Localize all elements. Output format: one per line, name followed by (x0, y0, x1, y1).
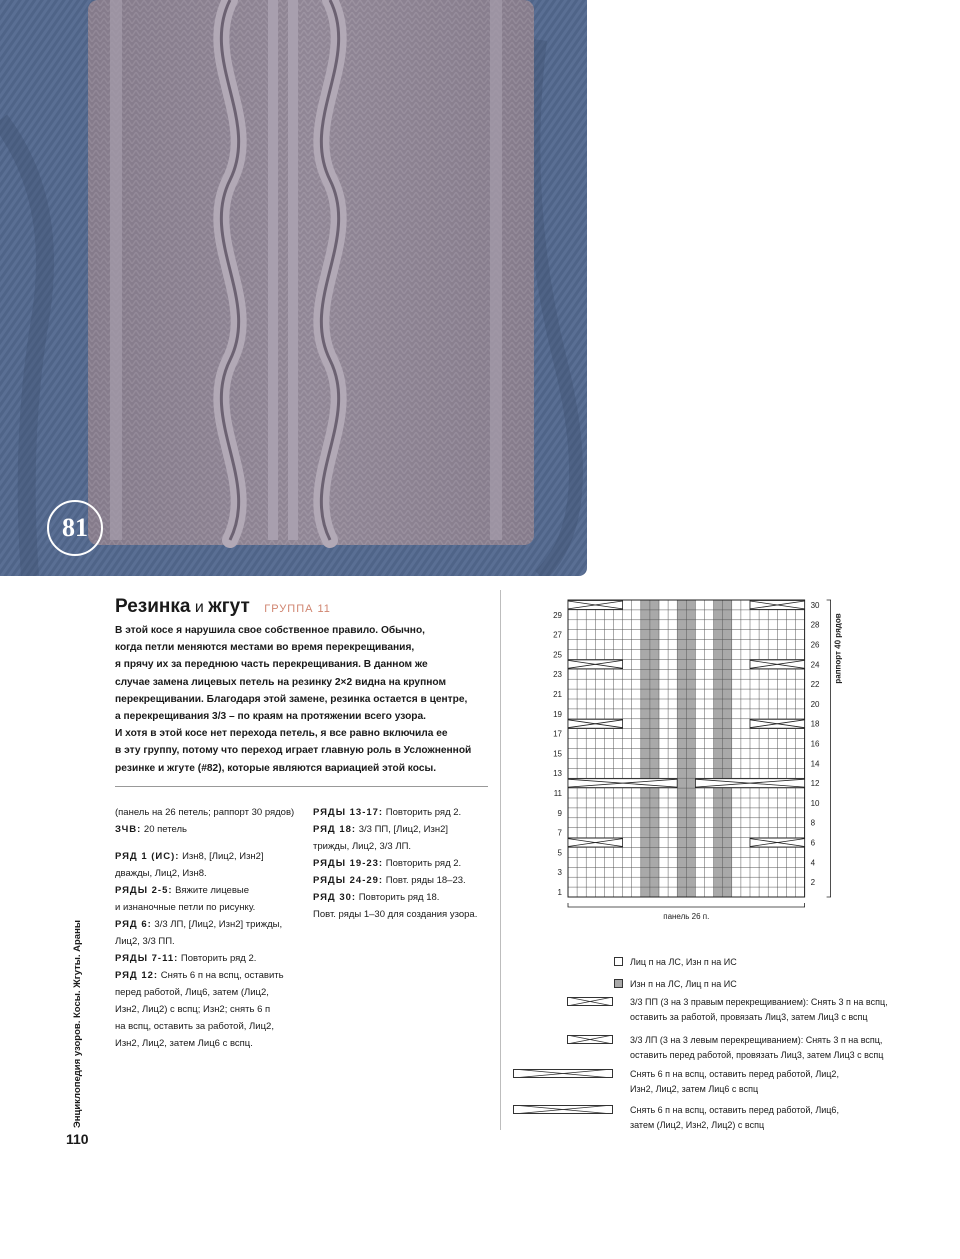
row-label-left: 11 (553, 789, 562, 798)
row-text: на вспц, оставить за работой, Лиц2, (115, 1021, 274, 1032)
row-label-right: 18 (810, 719, 820, 729)
row-label-left: 17 (553, 729, 562, 739)
title-connector: и (194, 599, 204, 616)
cast-on-value: 20 петель (141, 824, 187, 835)
row-text: Изн2, Лиц2) с вспц; Изн2; снять 6 п (115, 1004, 271, 1015)
row-instruction (115, 882, 294, 899)
row-label-right: 4 (810, 858, 816, 868)
row-text: перед работой, Лиц6, затем (Лиц2, (115, 987, 269, 998)
intro-line: когда петли меняются местами во время перекрещивания, (115, 642, 415, 654)
row-label: РЯД 6: (115, 919, 152, 930)
row-text: Снять 6 п на вспц, оставить (158, 970, 284, 981)
row-instruction (115, 950, 294, 967)
legend-line: оставить за работой, провязать Лиц3, затем Лиц3 с вспц (630, 1012, 868, 1022)
cast-on-line (115, 821, 294, 838)
row-label-right: 22 (810, 680, 820, 690)
title-secondary: жгут (208, 596, 250, 617)
row-text: Повторить ряд 18. (356, 892, 440, 903)
legend-line: оставить перед работой, провязать Лиц3, затем Лиц3 с вспц (630, 1050, 884, 1060)
legend-text (630, 1067, 839, 1097)
legend-line: Изн п на ЛС, Лиц п на ИС (630, 979, 737, 989)
row-label-left: 23 (553, 670, 562, 680)
intro-line: в эту группу, потому что переход играет главную роль в Усложненной (115, 745, 472, 757)
row-label-right: 28 (810, 620, 820, 630)
swatch-photo (0, 0, 587, 576)
row-label-left: 7 (557, 828, 562, 838)
repeat-footer: Повт. ряды 1–30 для создания узора. (313, 909, 478, 920)
legend-symbol-cable-lc (567, 1035, 613, 1044)
legend-text (630, 995, 888, 1025)
repeat-label: раппорт 40 рядов (833, 613, 843, 684)
row-label-left: 29 (553, 610, 562, 620)
row-label-left: 27 (553, 630, 562, 640)
legend-symbol-knit (614, 957, 623, 966)
page-number: 110 (66, 1131, 89, 1147)
row-text: Изн8, [Лиц2, Изн2] (179, 851, 264, 862)
title-main: Резинка (115, 596, 191, 617)
running-head-text: Энциклопедия узоров. Косы. Жгуты. Араны (72, 920, 83, 1128)
intro-line: И хотя в этой косе нет перехода петель, я все равно включила ее (115, 728, 448, 740)
intro-line: а перекрещивания 3/3 – по краям на протяжении всего узора. (115, 711, 427, 723)
row-instruction (313, 804, 477, 821)
row-label: РЯДЫ 2-5: (115, 885, 173, 896)
swatch-illustration (0, 0, 587, 576)
row-label-right: 20 (810, 699, 820, 709)
legend-line: 3/3 ПП (3 на 3 правым перекрещиванием): Снять 3 п на вспц, (630, 997, 888, 1007)
row-instruction (313, 821, 477, 838)
row-label-right: 10 (810, 798, 820, 808)
pattern-number-badge: 81 (47, 500, 103, 556)
row-instruction (115, 848, 294, 865)
row-text: дважды, Лиц2, Изн8. (115, 868, 207, 879)
row-text: и изнаночные петли по рисунку. (115, 902, 256, 913)
row-label-left: 1 (557, 888, 562, 897)
knitting-chart (520, 590, 940, 930)
row-instruction (313, 889, 477, 906)
legend-symbol-purl (614, 979, 623, 988)
row-label-right: 26 (810, 640, 820, 650)
row-label-right: 2 (810, 878, 816, 888)
row-label-left: 9 (557, 808, 562, 818)
intro-line: перекрещивании. Благодаря этой замене, резинка остается в центре, (115, 693, 468, 705)
legend-line: затем (Лиц2, Изн2, Лиц2) с вспц (630, 1120, 765, 1130)
row-label-right: 24 (810, 660, 820, 670)
row-instruction (115, 967, 294, 984)
group-label: ГРУППА 11 (264, 603, 331, 615)
legend-text (630, 1033, 883, 1063)
row-label: РЯД 12: (115, 970, 159, 981)
row-label-left: 5 (557, 848, 562, 858)
row-label: РЯД 1 (ИС): (115, 851, 180, 862)
legend-line: Лиц п на ЛС, Изн п на ИС (630, 957, 737, 967)
row-text: Повт. ряды 18–23. (383, 875, 466, 886)
intro-line: В этой косе я нарушила свое собственное правило. Обычно, (115, 625, 425, 636)
row-label-left: 25 (553, 650, 562, 660)
instructions-right (313, 804, 477, 923)
intro-line: резинке и жгуте (#82), которые являются вариацией этой косы. (115, 762, 437, 774)
intro-paragraph (115, 622, 495, 777)
row-text: трижды, Лиц2, 3/3 ЛП. (313, 841, 412, 852)
row-label-right: 8 (810, 818, 816, 828)
repeat-bracket (827, 600, 831, 897)
row-text: Лиц2, 3/3 ПП. (115, 936, 175, 947)
row-label-right: 30 (810, 600, 820, 610)
legend-line: Снять 6 п на вспц, оставить перед работой, Лиц2, (630, 1069, 839, 1079)
row-instruction (313, 855, 477, 872)
instructions-left (115, 804, 294, 1052)
legend-symbol-cable-rc (567, 997, 613, 1006)
intro-line: случае замена лицевых петель на резинку 2×2 видна на крупном (115, 676, 447, 688)
row-text: Повторить ряд 2. (383, 807, 462, 818)
legend-text (630, 955, 737, 970)
divider (115, 786, 488, 787)
row-text: 3/3 ЛП, [Лиц2, Изн2] трижды, (151, 919, 283, 930)
row-label-left: 13 (553, 769, 562, 779)
legend-line: Изн2, Лиц2, затем Лиц6 с вспц (630, 1084, 759, 1094)
row-label: РЯД 18: (313, 824, 357, 835)
row-label-left: 21 (553, 690, 562, 699)
row-label-left: 15 (553, 749, 562, 759)
row-text: Повторить ряд 2. (383, 858, 462, 869)
intro-line: я прячу их за переднюю часть перекрещивания. В данном же (115, 659, 428, 671)
row-instruction (115, 916, 294, 933)
row-text: 3/3 ПП, [Лиц2, Изн2] (356, 824, 449, 835)
legend-line: Снять 6 п на вспц, оставить перед работой, Лиц6, (630, 1105, 839, 1115)
row-label-right: 12 (810, 779, 820, 789)
chart-svg (520, 590, 940, 930)
panel-label: панель 26 п. (663, 912, 710, 921)
row-label: РЯДЫ 19-23: (313, 858, 384, 869)
row-label-right: 6 (810, 838, 816, 848)
legend-symbol-wide-cable-back (513, 1105, 613, 1114)
legend-text (630, 1103, 839, 1133)
column-divider (500, 590, 501, 1130)
row-label-left: 3 (557, 868, 562, 878)
row-label-right: 14 (810, 759, 820, 769)
panel-note: (панель на 26 петель; раппорт 30 рядов) (115, 807, 295, 818)
cast-on-label: ЗЧВ: (115, 824, 142, 835)
legend-symbol-wide-cable-front (513, 1069, 613, 1078)
page-title (115, 596, 331, 618)
row-text: Повторить ряд 2. (178, 953, 257, 964)
row-instruction (313, 872, 477, 889)
row-label-left: 19 (553, 709, 562, 719)
legend-text (630, 977, 737, 992)
row-label: РЯДЫ 24-29: (313, 875, 384, 886)
row-label: РЯДЫ 13-17: (313, 807, 384, 818)
legend-line: 3/3 ЛП (3 на 3 левым перекрещиванием): Снять 3 п на вспц, (630, 1035, 883, 1045)
row-label: РЯД 30: (313, 892, 357, 903)
row-text: Вяжите лицевые (172, 885, 249, 896)
row-text: Изн2, Лиц2, затем Лиц6 с вспц. (115, 1038, 253, 1049)
panel-bracket (568, 903, 805, 907)
row-label: РЯДЫ 7-11: (115, 953, 179, 964)
row-label-right: 16 (810, 739, 820, 749)
